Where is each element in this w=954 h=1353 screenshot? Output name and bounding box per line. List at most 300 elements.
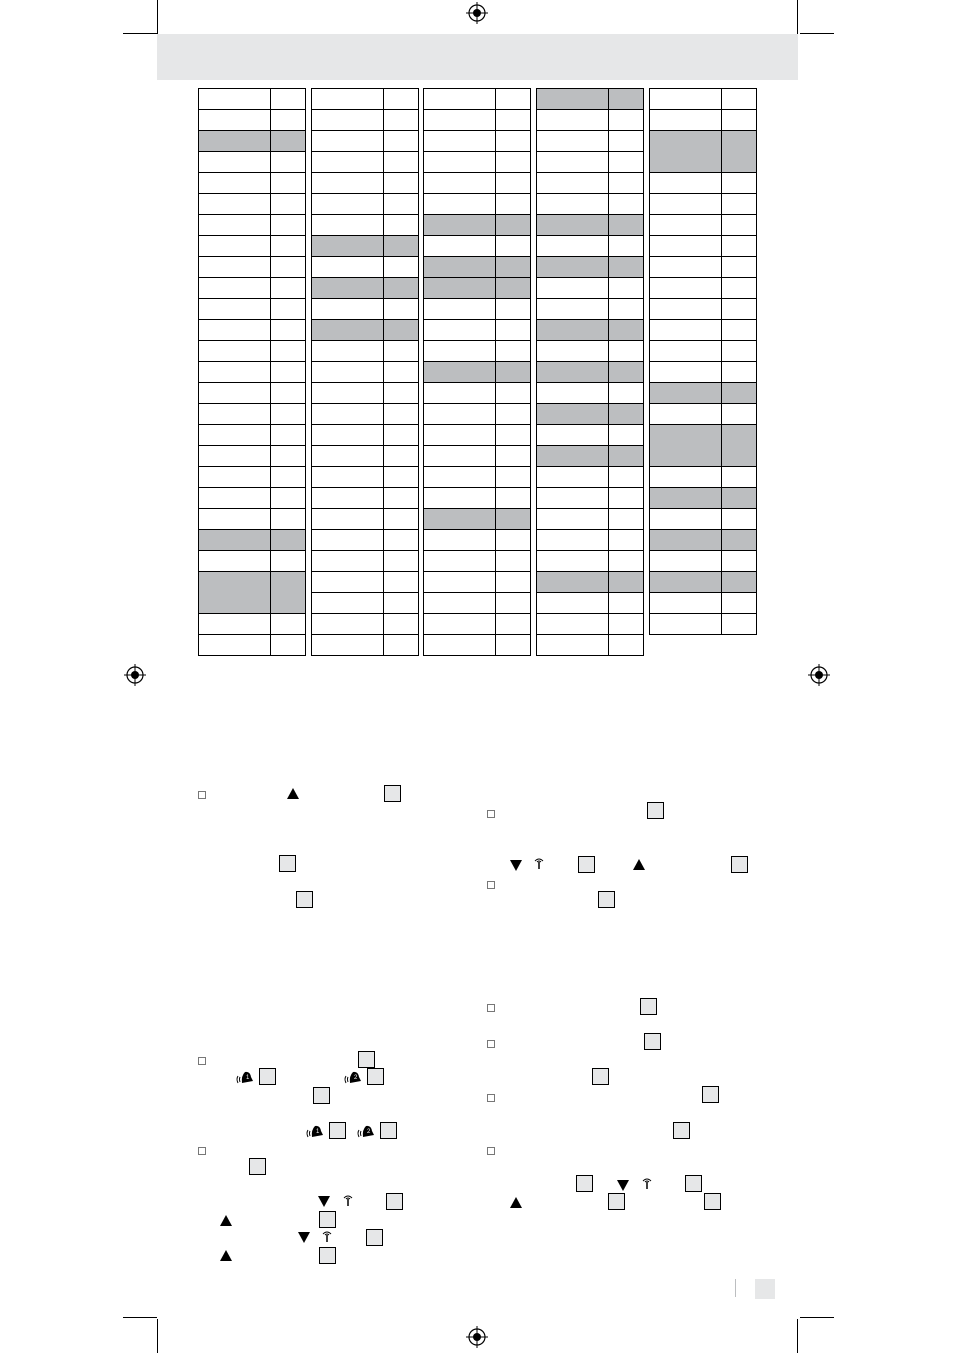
table-row bbox=[424, 488, 531, 509]
city-cell bbox=[312, 89, 384, 110]
city-cell bbox=[650, 404, 722, 425]
table-row bbox=[537, 488, 644, 509]
city-cell bbox=[424, 89, 496, 110]
table-row bbox=[312, 341, 419, 362]
table-row bbox=[650, 236, 757, 257]
offset-cell bbox=[722, 467, 757, 488]
table-row bbox=[424, 299, 531, 320]
city-cell bbox=[650, 509, 722, 530]
city-cell bbox=[199, 110, 271, 131]
city-cell bbox=[537, 551, 609, 572]
table-row bbox=[537, 446, 644, 467]
city-cell bbox=[424, 467, 496, 488]
city-cell bbox=[312, 110, 384, 131]
city-cell bbox=[199, 278, 271, 299]
offset-cell bbox=[609, 299, 644, 320]
table-row bbox=[650, 131, 757, 173]
offset-cell bbox=[271, 530, 306, 551]
table-row bbox=[650, 614, 757, 635]
table-row bbox=[537, 89, 644, 110]
table-row bbox=[424, 593, 531, 614]
table-row bbox=[312, 236, 419, 257]
offset-cell bbox=[722, 215, 757, 236]
antenna-icon bbox=[642, 1177, 652, 1189]
city-cell bbox=[650, 572, 722, 593]
table-row bbox=[199, 572, 306, 614]
offset-cell bbox=[384, 383, 419, 404]
city-cell bbox=[312, 509, 384, 530]
table-row bbox=[424, 383, 531, 404]
table-row bbox=[199, 341, 306, 362]
table-row bbox=[312, 362, 419, 383]
city-cell bbox=[650, 131, 722, 173]
city-cell bbox=[537, 635, 609, 656]
offset-cell bbox=[496, 173, 531, 194]
table-row bbox=[650, 257, 757, 278]
offset-cell bbox=[609, 236, 644, 257]
city-cell bbox=[312, 635, 384, 656]
table-row bbox=[199, 278, 306, 299]
city-cell bbox=[312, 425, 384, 446]
table-row bbox=[199, 320, 306, 341]
offset-cell bbox=[722, 236, 757, 257]
offset-cell bbox=[384, 551, 419, 572]
city-cell bbox=[537, 341, 609, 362]
key-box-icon bbox=[685, 1175, 702, 1192]
table-row bbox=[312, 614, 419, 635]
header-band bbox=[157, 34, 798, 80]
offset-cell bbox=[496, 362, 531, 383]
offset-cell bbox=[384, 362, 419, 383]
table-row bbox=[650, 173, 757, 194]
offset-cell bbox=[384, 110, 419, 131]
offset-cell bbox=[271, 215, 306, 236]
offset-cell bbox=[722, 362, 757, 383]
offset-cell bbox=[271, 551, 306, 572]
offset-cell bbox=[496, 488, 531, 509]
offset-cell bbox=[722, 278, 757, 299]
offset-cell bbox=[271, 425, 306, 446]
city-cell bbox=[650, 467, 722, 488]
city-cell bbox=[650, 383, 722, 404]
table-row bbox=[424, 110, 531, 131]
offset-cell bbox=[496, 152, 531, 173]
table-row bbox=[537, 278, 644, 299]
city-cell bbox=[312, 299, 384, 320]
table-row bbox=[424, 152, 531, 173]
offset-cell bbox=[271, 614, 306, 635]
table-row bbox=[199, 551, 306, 572]
city-cell bbox=[424, 362, 496, 383]
table-row bbox=[537, 110, 644, 131]
city-cell bbox=[199, 341, 271, 362]
table-row bbox=[199, 215, 306, 236]
key-box-icon bbox=[592, 1068, 609, 1085]
offset-cell bbox=[496, 215, 531, 236]
offset-cell bbox=[609, 404, 644, 425]
table-row bbox=[424, 194, 531, 215]
up-triangle-icon bbox=[287, 788, 299, 799]
key-box-icon bbox=[367, 1068, 384, 1085]
offset-cell bbox=[384, 614, 419, 635]
table-row bbox=[424, 572, 531, 593]
table-row bbox=[199, 194, 306, 215]
city-cell bbox=[424, 215, 496, 236]
alarm-1-bell-icon bbox=[235, 1068, 255, 1086]
city-cell bbox=[537, 110, 609, 131]
offset-cell bbox=[271, 89, 306, 110]
table-row bbox=[424, 509, 531, 530]
offset-cell bbox=[722, 488, 757, 509]
city-cell bbox=[650, 362, 722, 383]
offset-cell bbox=[271, 446, 306, 467]
offset-cell bbox=[384, 425, 419, 446]
antenna-icon bbox=[322, 1230, 332, 1242]
city-cell bbox=[199, 425, 271, 446]
offset-cell bbox=[496, 446, 531, 467]
city-cell bbox=[424, 152, 496, 173]
offset-cell bbox=[722, 299, 757, 320]
table-row bbox=[650, 278, 757, 299]
page-number-separator bbox=[735, 1279, 736, 1297]
city-cell bbox=[199, 194, 271, 215]
key-box-icon bbox=[319, 1247, 336, 1264]
city-cell bbox=[312, 551, 384, 572]
table-row bbox=[650, 383, 757, 404]
table-row bbox=[199, 152, 306, 173]
city-cell bbox=[537, 383, 609, 404]
crop-mark bbox=[123, 33, 157, 34]
city-cell bbox=[537, 257, 609, 278]
key-box-icon bbox=[329, 1122, 346, 1139]
key-box-icon bbox=[319, 1211, 336, 1228]
offset-cell bbox=[609, 194, 644, 215]
table-row bbox=[424, 236, 531, 257]
offset-cell bbox=[609, 467, 644, 488]
table-row bbox=[312, 446, 419, 467]
city-cell bbox=[312, 593, 384, 614]
city-cell bbox=[199, 173, 271, 194]
svg-text:1: 1 bbox=[246, 1075, 250, 1081]
key-box-icon bbox=[731, 856, 748, 873]
table-row bbox=[199, 299, 306, 320]
city-cell bbox=[199, 152, 271, 173]
city-cell bbox=[199, 89, 271, 110]
offset-cell bbox=[384, 89, 419, 110]
offset-cell bbox=[496, 131, 531, 152]
city-cell bbox=[312, 215, 384, 236]
offset-cell bbox=[384, 215, 419, 236]
up-triangle-icon bbox=[510, 1197, 522, 1208]
table-row bbox=[312, 299, 419, 320]
svg-text:2: 2 bbox=[354, 1075, 358, 1081]
offset-cell bbox=[609, 593, 644, 614]
offset-cell bbox=[496, 614, 531, 635]
city-cell bbox=[650, 257, 722, 278]
table-row bbox=[424, 131, 531, 152]
offset-cell bbox=[496, 551, 531, 572]
table-row bbox=[312, 194, 419, 215]
table-row bbox=[312, 488, 419, 509]
city-cell bbox=[424, 257, 496, 278]
crop-mark bbox=[800, 1317, 834, 1318]
offset-cell bbox=[384, 467, 419, 488]
table-row bbox=[650, 509, 757, 530]
key-box-icon bbox=[578, 856, 595, 873]
key-box-icon bbox=[296, 891, 313, 908]
table-row bbox=[650, 467, 757, 488]
offset-cell bbox=[722, 593, 757, 614]
table-row bbox=[199, 110, 306, 131]
offset-cell bbox=[496, 110, 531, 131]
crop-mark bbox=[123, 1317, 157, 1318]
table-row bbox=[537, 635, 644, 656]
offset-cell bbox=[271, 194, 306, 215]
city-cell bbox=[312, 194, 384, 215]
table-row bbox=[537, 362, 644, 383]
offset-cell bbox=[722, 509, 757, 530]
city-cell bbox=[199, 215, 271, 236]
table-row bbox=[312, 572, 419, 593]
table-row bbox=[312, 131, 419, 152]
table-row bbox=[537, 383, 644, 404]
city-cell bbox=[537, 194, 609, 215]
city-cell bbox=[650, 215, 722, 236]
table-row bbox=[650, 215, 757, 236]
offset-cell bbox=[609, 488, 644, 509]
city-cell bbox=[537, 572, 609, 593]
offset-cell bbox=[271, 173, 306, 194]
offset-cell bbox=[496, 635, 531, 656]
city-cell bbox=[199, 446, 271, 467]
city-cell bbox=[650, 89, 722, 110]
offset-cell bbox=[609, 131, 644, 152]
svg-text:1: 1 bbox=[316, 1129, 320, 1135]
offset-cell bbox=[496, 89, 531, 110]
table-row bbox=[312, 593, 419, 614]
offset-cell bbox=[722, 383, 757, 404]
city-cell bbox=[537, 215, 609, 236]
city-cell bbox=[537, 593, 609, 614]
crop-mark bbox=[797, 0, 798, 34]
alarm-1-bell-icon bbox=[305, 1122, 325, 1140]
city-cell bbox=[537, 152, 609, 173]
city-cell bbox=[424, 530, 496, 551]
city-cell bbox=[650, 110, 722, 131]
city-cell bbox=[312, 320, 384, 341]
key-box-icon bbox=[259, 1068, 276, 1085]
crop-mark bbox=[797, 1319, 798, 1353]
table-row bbox=[650, 404, 757, 425]
table-row bbox=[312, 278, 419, 299]
key-box-icon bbox=[644, 1033, 661, 1050]
city-cell bbox=[312, 614, 384, 635]
offset-cell bbox=[609, 173, 644, 194]
city-cell bbox=[199, 320, 271, 341]
city-cell bbox=[312, 152, 384, 173]
offset-cell bbox=[496, 425, 531, 446]
city-cell bbox=[312, 341, 384, 362]
table-row bbox=[650, 194, 757, 215]
offset-cell bbox=[271, 341, 306, 362]
offset-cell bbox=[496, 278, 531, 299]
city-cell bbox=[424, 194, 496, 215]
city-cell bbox=[424, 572, 496, 593]
table-row bbox=[537, 551, 644, 572]
table-row bbox=[650, 89, 757, 110]
city-cell bbox=[424, 488, 496, 509]
offset-cell bbox=[384, 593, 419, 614]
offset-cell bbox=[271, 152, 306, 173]
offset-cell bbox=[722, 110, 757, 131]
offset-cell bbox=[271, 236, 306, 257]
page-number-box bbox=[755, 1279, 775, 1299]
city-cell bbox=[537, 236, 609, 257]
offset-cell bbox=[271, 572, 306, 614]
city-cell bbox=[424, 299, 496, 320]
offset-cell bbox=[384, 236, 419, 257]
offset-cell bbox=[609, 572, 644, 593]
city-cell bbox=[537, 488, 609, 509]
city-cell bbox=[199, 404, 271, 425]
table-row bbox=[312, 257, 419, 278]
table-row bbox=[424, 425, 531, 446]
offset-cell bbox=[496, 320, 531, 341]
table-row bbox=[312, 635, 419, 656]
offset-cell bbox=[496, 194, 531, 215]
registration-mark-icon bbox=[808, 664, 830, 686]
city-cell bbox=[199, 530, 271, 551]
down-triangle-icon bbox=[318, 1196, 330, 1207]
offset-cell bbox=[722, 551, 757, 572]
offset-cell bbox=[384, 341, 419, 362]
offset-cell bbox=[384, 278, 419, 299]
city-cell bbox=[537, 614, 609, 635]
city-cell bbox=[312, 467, 384, 488]
city-cell bbox=[650, 593, 722, 614]
city-cell bbox=[650, 320, 722, 341]
table-row bbox=[424, 635, 531, 656]
table-row bbox=[312, 110, 419, 131]
offset-cell bbox=[609, 446, 644, 467]
offset-cell bbox=[384, 257, 419, 278]
table-row bbox=[650, 425, 757, 467]
offset-cell bbox=[722, 530, 757, 551]
city-cell bbox=[312, 173, 384, 194]
table-row bbox=[424, 320, 531, 341]
city-cell bbox=[424, 320, 496, 341]
table-row bbox=[537, 509, 644, 530]
table-row bbox=[424, 278, 531, 299]
table-row bbox=[424, 530, 531, 551]
offset-cell bbox=[271, 278, 306, 299]
city-cell bbox=[650, 299, 722, 320]
city-cell bbox=[199, 362, 271, 383]
key-box-icon bbox=[358, 1051, 375, 1068]
key-box-icon bbox=[384, 785, 401, 802]
city-cell bbox=[312, 404, 384, 425]
city-cell bbox=[650, 278, 722, 299]
city-cell bbox=[537, 131, 609, 152]
offset-cell bbox=[384, 173, 419, 194]
offset-cell bbox=[271, 635, 306, 656]
table-row bbox=[312, 530, 419, 551]
square-bullet-icon bbox=[487, 881, 495, 889]
city-cell bbox=[199, 299, 271, 320]
offset-cell bbox=[384, 131, 419, 152]
table-row bbox=[312, 215, 419, 236]
key-box-icon bbox=[279, 855, 296, 872]
city-cell bbox=[537, 530, 609, 551]
table-row bbox=[537, 257, 644, 278]
offset-cell bbox=[722, 425, 757, 467]
city-cell bbox=[650, 194, 722, 215]
table-row bbox=[537, 572, 644, 593]
table-row bbox=[537, 530, 644, 551]
offset-cell bbox=[384, 404, 419, 425]
city-cell bbox=[424, 131, 496, 152]
table-row bbox=[199, 89, 306, 110]
table-row bbox=[424, 257, 531, 278]
time-zone-table bbox=[311, 88, 419, 656]
offset-cell bbox=[609, 257, 644, 278]
offset-cell bbox=[609, 614, 644, 635]
square-bullet-icon bbox=[487, 1004, 495, 1012]
offset-cell bbox=[271, 383, 306, 404]
offset-cell bbox=[496, 572, 531, 593]
key-box-icon bbox=[380, 1122, 397, 1139]
offset-cell bbox=[271, 404, 306, 425]
city-cell bbox=[424, 173, 496, 194]
up-triangle-icon bbox=[633, 859, 645, 870]
city-cell bbox=[650, 530, 722, 551]
table-row bbox=[424, 89, 531, 110]
table-row bbox=[537, 215, 644, 236]
table-row bbox=[537, 236, 644, 257]
city-cell bbox=[424, 614, 496, 635]
table-row bbox=[199, 614, 306, 635]
table-row bbox=[312, 509, 419, 530]
city-cell bbox=[199, 467, 271, 488]
table-row bbox=[650, 488, 757, 509]
offset-cell bbox=[609, 530, 644, 551]
table-row bbox=[537, 341, 644, 362]
city-cell bbox=[199, 236, 271, 257]
table-row bbox=[650, 572, 757, 593]
table-row bbox=[650, 362, 757, 383]
crop-mark bbox=[157, 1319, 158, 1353]
offset-cell bbox=[384, 320, 419, 341]
key-box-icon bbox=[598, 891, 615, 908]
table-row bbox=[650, 341, 757, 362]
offset-cell bbox=[609, 341, 644, 362]
table-row bbox=[424, 215, 531, 236]
offset-cell bbox=[722, 131, 757, 173]
key-box-icon bbox=[640, 998, 657, 1015]
offset-cell bbox=[496, 257, 531, 278]
square-bullet-icon bbox=[487, 1094, 495, 1102]
table-row bbox=[650, 593, 757, 614]
table-row bbox=[424, 614, 531, 635]
table-row bbox=[537, 320, 644, 341]
time-zone-table bbox=[536, 88, 644, 656]
crop-mark bbox=[800, 33, 834, 34]
square-bullet-icon bbox=[198, 1057, 206, 1065]
square-bullet-icon bbox=[198, 1147, 206, 1155]
down-triangle-icon bbox=[617, 1180, 629, 1191]
offset-cell bbox=[609, 278, 644, 299]
city-cell bbox=[424, 236, 496, 257]
